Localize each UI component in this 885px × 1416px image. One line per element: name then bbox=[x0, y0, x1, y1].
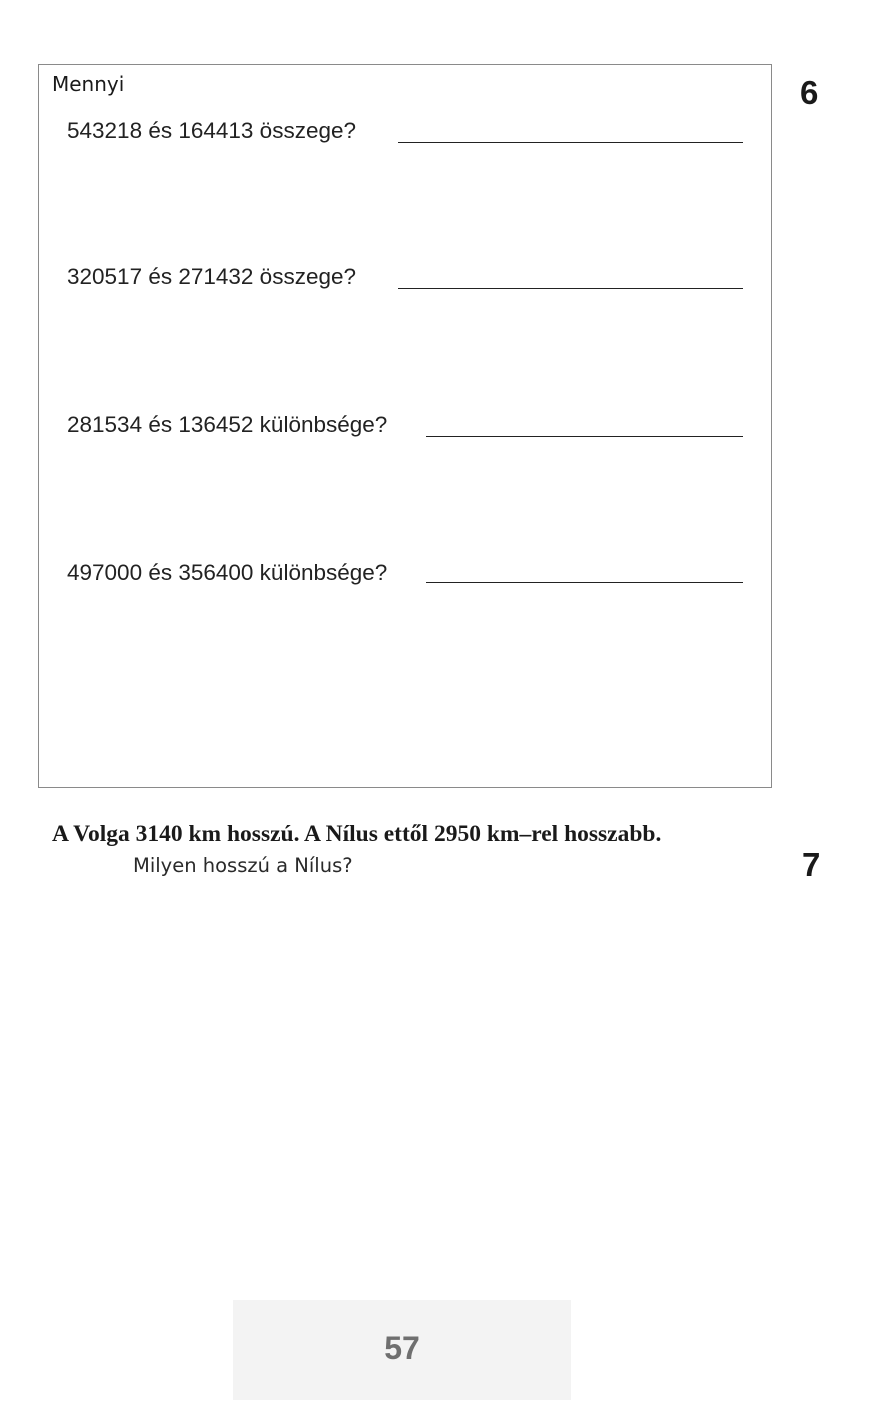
question-2 bbox=[67, 260, 356, 290]
question-1-text: 543218 és 164413 összege? bbox=[67, 118, 356, 143]
task-7-statement: A Volga 3140 km hosszú. A Nílus ettől 2950 km–rel hosszabb. bbox=[52, 821, 662, 847]
answer-line-1[interactable] bbox=[398, 142, 743, 143]
task-7-question: Milyen hosszú a Nílus? bbox=[133, 854, 353, 877]
answer-line-3[interactable] bbox=[426, 436, 743, 437]
answer-line-4[interactable] bbox=[426, 582, 743, 583]
task-6-title: Mennyi bbox=[52, 72, 125, 96]
question-3 bbox=[67, 408, 387, 438]
question-1 bbox=[67, 114, 356, 144]
question-4-text: 497000 és 356400 különbsége? bbox=[67, 560, 388, 585]
task-7-number: 7 bbox=[802, 846, 821, 883]
task-6-number: 6 bbox=[800, 74, 819, 111]
question-3-text: 281534 és 136452 különbsége? bbox=[67, 412, 388, 437]
question-2-text: 320517 és 271432 összege? bbox=[67, 264, 356, 289]
question-4 bbox=[67, 556, 387, 586]
page-number: 57 bbox=[384, 1330, 420, 1366]
answer-line-2[interactable] bbox=[398, 288, 743, 289]
